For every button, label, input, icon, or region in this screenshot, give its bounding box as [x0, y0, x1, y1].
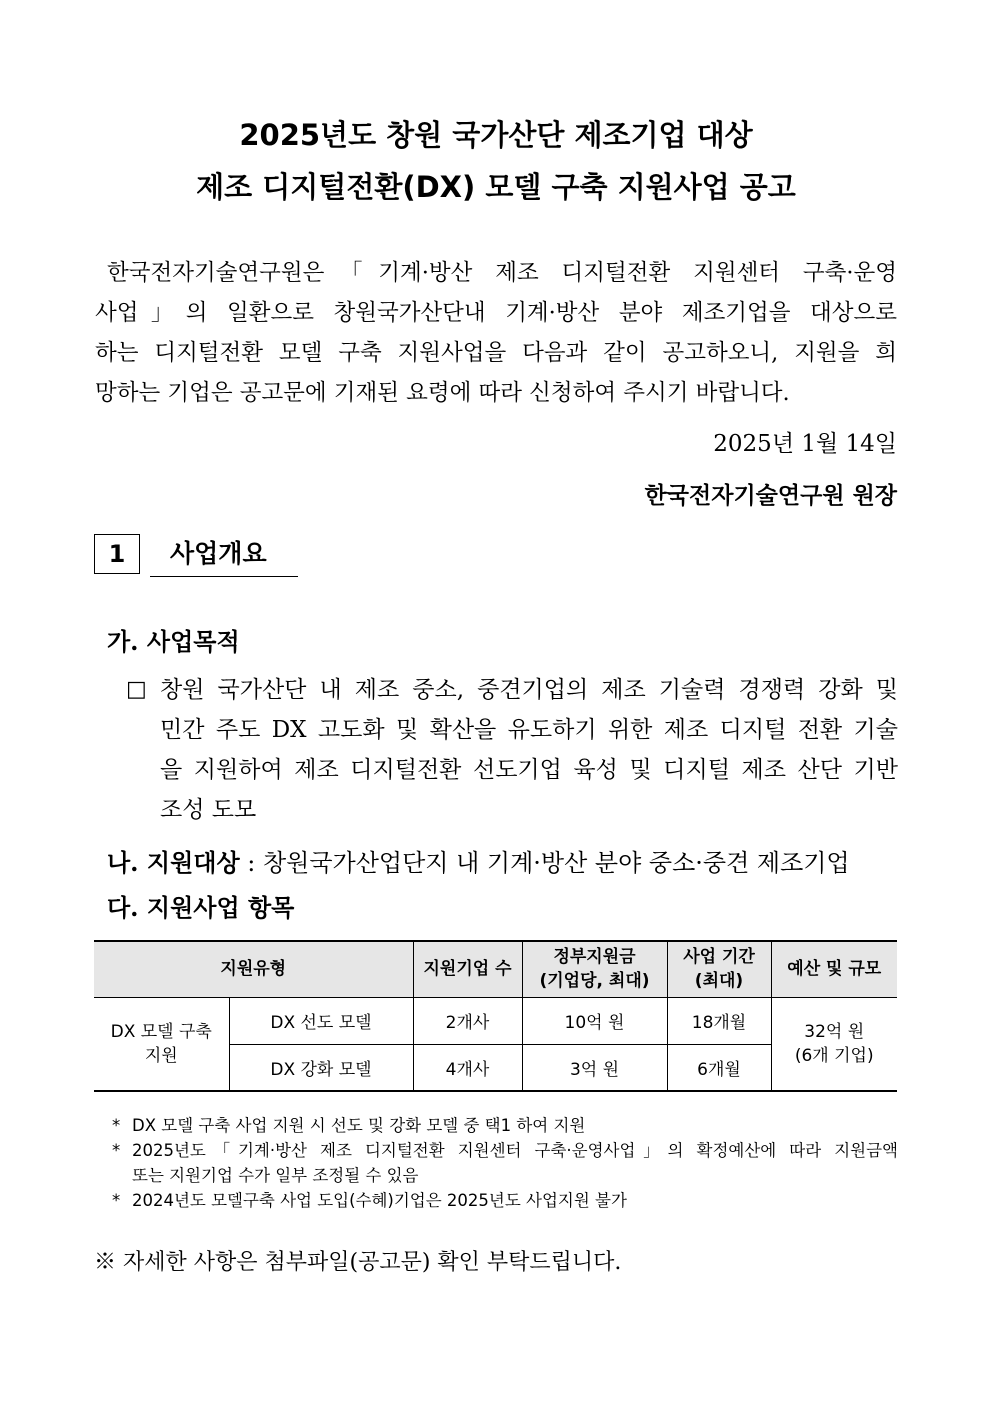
- purpose-line: 조성 도모: [160, 797, 257, 823]
- period-cell: 6개월: [667, 1044, 771, 1091]
- subsection-target: [107, 843, 850, 878]
- table-notes: [112, 1113, 898, 1213]
- note-text: 또는 지원기업 수가 일부 조정될 수 있음: [132, 1166, 419, 1185]
- purpose-bullet: [126, 670, 898, 830]
- gov-cell: 3억 원: [522, 1044, 667, 1091]
- intro-paragraph: [95, 253, 897, 413]
- section-title: 사업개요: [170, 539, 267, 568]
- subsection-label: 가. 사업목적: [107, 627, 240, 656]
- intro-line: 사업」의 일환으로 창원국가산단내 기계·방산 분야 제조기업을 대상으로: [95, 300, 897, 326]
- note-text: 2025년도「기계·방산 제조 디지털전환 지원센터 구축·운영사업」의 확정예산에 따라 지원금액: [132, 1141, 898, 1160]
- note-item: [112, 1138, 898, 1188]
- group-cell: DX 모델 구축 지원: [94, 997, 229, 1091]
- count-cell: 4개사: [413, 1044, 522, 1091]
- note-item: [112, 1188, 898, 1213]
- document-title-line2: 제조 디지털전환(DX) 모델 구축 지원사업 공고: [196, 170, 796, 204]
- footer-note: ※ 자세한 사항은 첨부파일(공고문) 확인 부탁드립니다.: [94, 1250, 622, 1275]
- support-items-table: [94, 940, 897, 1092]
- table-row: [94, 997, 897, 1044]
- asterisk-icon: *: [112, 1141, 121, 1160]
- announcement-date: 2025년 1월 14일: [713, 431, 897, 457]
- intro-line: 하는 디지털전환 모델 구축 지원사업을 다음과 같이 공고하오니, 지원을 희: [95, 340, 897, 366]
- section-number: 1: [94, 534, 140, 574]
- model-cell: DX 강화 모델: [229, 1044, 413, 1091]
- table-header-row: [94, 941, 897, 997]
- header-count: 지원기업 수: [413, 941, 522, 997]
- checkbox-bullet-icon: □: [126, 677, 147, 702]
- document-title-line1: 2025년도 창원 국가산단 제조기업 대상: [239, 118, 753, 152]
- asterisk-icon: *: [112, 1116, 121, 1135]
- note-text: 2024년도 모델구축 사업 도입(수혜)기업은 2025년도 사업지원 불가: [132, 1191, 627, 1210]
- gov-cell: 10억 원: [522, 997, 667, 1044]
- budget-cell: 32억 원 (6개 기업): [771, 997, 897, 1091]
- subsection-label: 다. 지원사업 항목: [107, 893, 295, 922]
- subsection-label: 나. 지원대상: [107, 848, 240, 877]
- target-description: : 창원국가산업단지 내 기계·방산 분야 중소·중견 제조기업: [239, 849, 850, 877]
- header-period: 사업 기간 (최대): [667, 941, 771, 997]
- section-underline: [150, 576, 298, 577]
- header-gov-funding: 정부지원금 (기업당, 최대): [522, 941, 667, 997]
- purpose-line: 을 지원하여 제조 디지털전환 선도기업 육성 및 디지털 제조 산단 기반: [160, 757, 898, 783]
- purpose-line: 창원 국가산단 내 제조 중소, 중견기업의 제조 기술력 경쟁력 강화 및: [160, 677, 898, 703]
- asterisk-icon: *: [112, 1191, 121, 1210]
- intro-line: 한국전자기술연구원은「기계·방산 제조 디지털전환 지원센터 구축·운영: [107, 260, 897, 286]
- model-cell: DX 선도 모델: [229, 997, 413, 1044]
- note-text: DX 모델 구축 사업 지원 시 선도 및 강화 모델 중 택1 하여 지원: [132, 1116, 586, 1135]
- subsection-purpose: [107, 622, 240, 657]
- purpose-line: 민간 주도 DX 고도화 및 확산을 유도하기 위한 제조 디지털 전환 기술: [160, 717, 898, 743]
- signer: 한국전자기술연구원 원장: [644, 483, 897, 509]
- note-item: [112, 1113, 898, 1138]
- header-type: 지원유형: [94, 941, 413, 997]
- subsection-items: [107, 888, 294, 923]
- count-cell: 2개사: [413, 997, 522, 1044]
- intro-line: 망하는 기업은 공고문에 기재된 요령에 따라 신청하여 주시기 바랍니다.: [95, 380, 790, 406]
- header-budget: 예산 및 규모: [771, 941, 897, 997]
- period-cell: 18개월: [667, 997, 771, 1044]
